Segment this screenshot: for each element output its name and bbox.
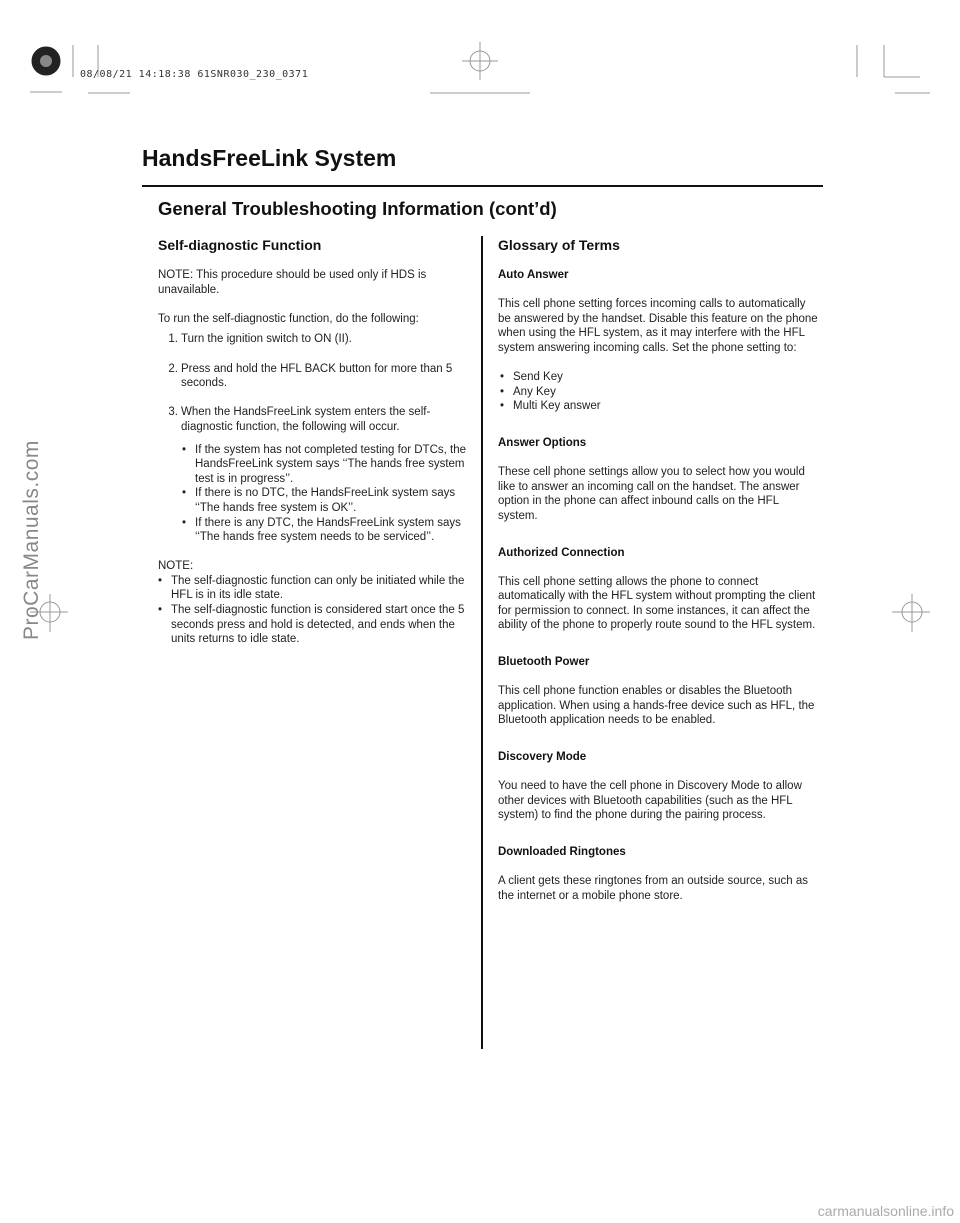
list-item: • Any Key xyxy=(500,385,556,398)
term-desc: You need to have the cell phone in Discovery Mode to allow other devices with Bluetooth capabilities (such as the HFL system) to find the phone during the pairing process. xyxy=(498,780,802,822)
note-label: NOTE: xyxy=(158,560,194,573)
section-title: General Troubleshooting Information (cont’d) xyxy=(158,198,557,219)
step-3-outcomes xyxy=(182,443,468,545)
term-desc: A client gets these ringtones from an outside source, such as the internet or a mobile phone store. xyxy=(498,875,809,902)
bullet-icon: • xyxy=(158,604,163,617)
hds-note: NOTE: This procedure should be used only if HDS is unavailable. xyxy=(158,269,427,296)
step-text: Press and hold the HFL BACK button for more than 5 seconds. xyxy=(181,362,453,390)
bullet-icon: • xyxy=(182,487,187,500)
self-diagnostic-heading: Self-diagnostic Function xyxy=(158,237,322,253)
step-text: Turn the ignition switch to ON (II). xyxy=(181,333,352,346)
term-authorized-connection: Authorized Connection xyxy=(498,546,625,559)
step-2 xyxy=(158,362,468,391)
step-text: When the HandsFreeLink system enters the self-diagnostic function, the following will occur. xyxy=(181,406,431,433)
title-rule xyxy=(142,185,823,187)
term-auto-answer: Auto Answer xyxy=(498,269,569,281)
bullet-icon: • xyxy=(500,385,505,398)
footer-watermark-text: carmanualsonline.info xyxy=(817,1203,954,1219)
column-divider xyxy=(481,236,483,1049)
list-item: • Send Key xyxy=(500,371,563,384)
auto-answer-options xyxy=(500,370,818,414)
procedure-intro: To run the self-diagnostic function, do the following: xyxy=(158,312,419,325)
term-downloaded-ringtones: Downloaded Ringtones xyxy=(498,846,626,858)
bullet-icon: • xyxy=(158,574,163,587)
term-desc: These cell phone settings allow you to select how you would like to answer an incoming call on the handset. The answer option in the phone can affect inbound calls on the HFL system. xyxy=(498,466,805,522)
term-desc: This cell phone setting forces incoming calls to automatically be answered by the handset. Disable this feature on the phone when using the HFL system, as it may interfere with the HFL system answering incoming calls. Set the phone setting to: xyxy=(498,298,818,354)
step-number: 1. xyxy=(168,333,178,346)
glossary-column xyxy=(498,237,818,918)
step-3 xyxy=(158,405,468,434)
term-desc: This cell phone setting allows the phone to connect automatically with the HFL system without prompting the client for permission to connect. In some instances, it can affect the ability of the phone to properly route sound to the HFL system. xyxy=(498,575,816,632)
list-item: • Multi Key answer xyxy=(500,400,601,413)
step-1 xyxy=(158,332,468,347)
bullet-icon: • xyxy=(500,371,505,384)
term-bluetooth-power: Bluetooth Power xyxy=(498,656,590,669)
list-item: • If there is no DTC, the HandsFreeLink system says ‘‘The hands free system is OK’’. xyxy=(182,487,456,514)
bullet-icon: • xyxy=(500,400,505,413)
bullet-icon: • xyxy=(182,516,187,529)
list-item: • If there is any DTC, the HandsFreeLink system says ‘‘The hands free system needs to be serviced’’. xyxy=(182,516,461,544)
term-desc: This cell phone function enables or disables the Bluetooth application. When using a hands-free device such as HFL, the Bluetooth application needs to be enabled. xyxy=(498,685,815,727)
list-item: • The self-diagnostic function can only be initiated while the HFL is in its idle state. xyxy=(158,574,465,602)
glossary-heading: Glossary of Terms xyxy=(498,237,620,253)
term-answer-options: Answer Options xyxy=(498,436,587,449)
page-title: HandsFreeLink System xyxy=(142,145,397,171)
print-timestamp: 08/08/21 14:18:38 61SNR030_230_0371 xyxy=(80,69,309,80)
step-number: 3. xyxy=(168,406,178,419)
self-diagnostic-column xyxy=(158,237,468,647)
note-list xyxy=(158,574,468,647)
list-item: • The self-diagnostic function is considered start once the 5 seconds press and hold is detected, and ends when the units returns to idle state. xyxy=(158,604,465,646)
sidebar-watermark-text: ProCarManuals.com xyxy=(20,440,43,640)
bullet-icon: • xyxy=(182,443,187,456)
step-number: 2. xyxy=(168,362,178,375)
list-item: • If the system has not completed testing for DTCs, the HandsFreeLink system says ‘‘The hands free system test is in progress’’. xyxy=(182,443,467,485)
term-discovery-mode: Discovery Mode xyxy=(498,751,587,764)
